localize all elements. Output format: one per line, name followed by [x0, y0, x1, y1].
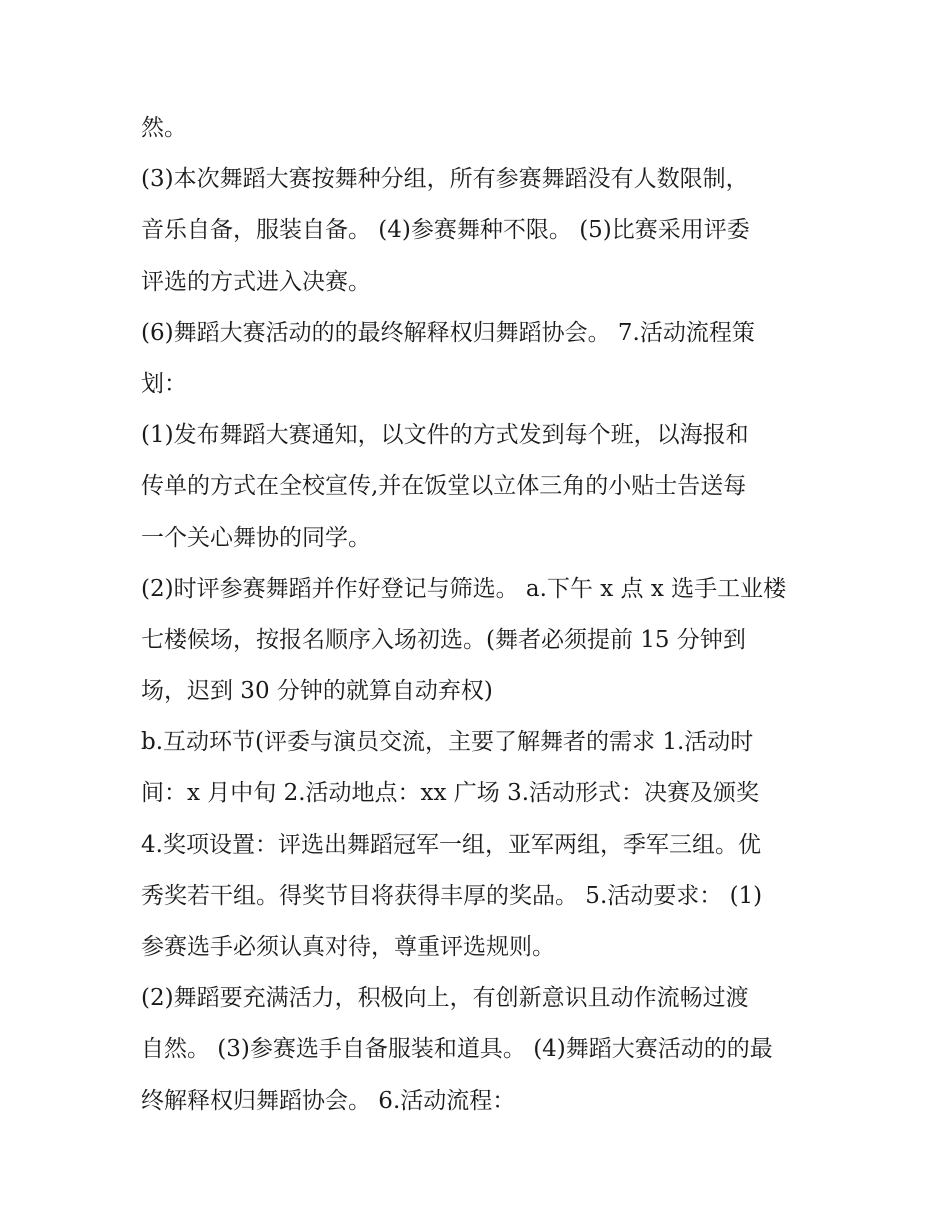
text-line: 评选的方式进入决赛。 — [141, 268, 371, 295]
text-line: 参赛选手必须认真对待，尊重评选规则。 — [141, 934, 555, 960]
text-line: 七楼候场，按报名顺序入场初选。(舞者必须提前 15 分钟到 — [141, 626, 746, 653]
text-line: (2)舞蹈要充满活力，积极向上，有创新意识且动作流畅过渡 — [141, 985, 749, 1012]
text-line: 秀奖若干组。得奖节目将获得丰厚的奖品。 5.活动要求： (1) — [141, 882, 763, 909]
body-text — [141, 108, 821, 1132]
text-line: 4.奖项设置：评选出舞蹈冠军一组，亚军两组，季军三组。优 — [141, 831, 761, 858]
text-line: 间：x 月中旬 2.活动地点：xx 广场 3.活动形式：决赛及颁奖 — [141, 780, 760, 807]
text-line: 自然。 (3)参赛选手自备服装和道具。 (4)舞蹈大赛活动的的最 — [141, 1036, 773, 1063]
text-line: (1)发布舞蹈大赛通知，以文件的方式发到每个班，以海报和 — [141, 422, 749, 449]
text-line: 然。 — [141, 115, 187, 141]
text-line: b.互动环节(评委与演员交流，主要了解舞者的需求 1.活动时 — [141, 729, 754, 756]
text-line: 一个关心舞协的同学。 — [141, 524, 371, 551]
text-line: (2)时评参赛舞蹈并作好登记与筛选。 a.下午 x 点 x 选手工业楼 — [141, 575, 787, 602]
text-line: 传单的方式在全校宣传,并在饭堂以立体三角的小贴士告送每 — [141, 473, 747, 500]
text-line: 场，迟到 30 分钟的就算自动弃权) — [141, 678, 493, 705]
text-line: 划： — [141, 370, 187, 397]
text-line: 终解释权归舞蹈协会。 6.活动流程： — [141, 1087, 516, 1114]
text-line: (3)本次舞蹈大赛按舞种分组，所有参赛舞蹈没有人数限制， — [141, 166, 749, 193]
text-line: (6)舞蹈大赛活动的的最终解释权归舞蹈协会。 7.活动流程策 — [141, 319, 755, 346]
text-line: 音乐自备，服装自备。 (4)参赛舞种不限。 (5)比赛采用评委 — [141, 217, 750, 244]
